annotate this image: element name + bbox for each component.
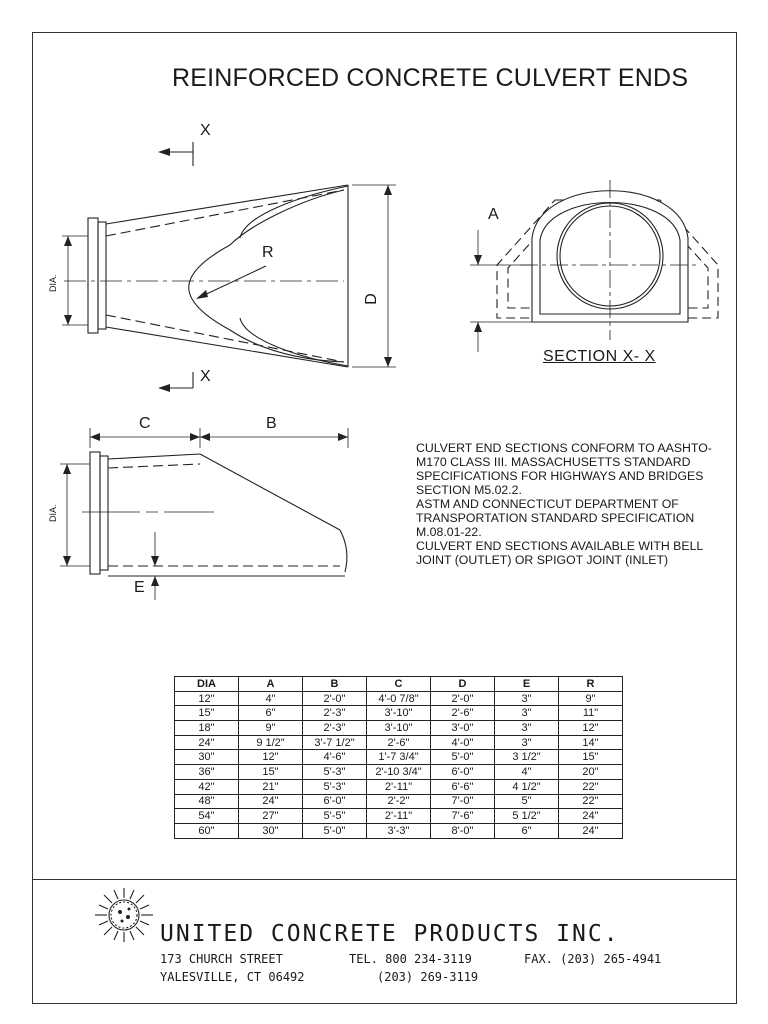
header-r: R (559, 677, 623, 692)
table-row (175, 691, 623, 706)
cell: 36" (175, 765, 239, 780)
cell: 6'-6" (431, 779, 495, 794)
cell: 8'-0" (431, 823, 495, 838)
cell: 4'-0 7/8" (367, 691, 431, 706)
e-dimension-label: E (134, 579, 145, 596)
cell: 12" (175, 691, 239, 706)
note-line: TRANSPORTATION STANDARD SPECIFICATION (416, 511, 695, 525)
cell: 54" (175, 809, 239, 824)
section-mark-x-bottom: X (200, 368, 211, 385)
note-line: SPECIFICATIONS FOR HIGHWAYS AND BRIDGES (416, 469, 704, 483)
cell: 48" (175, 794, 239, 809)
cell: 12" (239, 750, 303, 765)
cell: 3" (495, 735, 559, 750)
table-row (175, 721, 623, 736)
cell: 2'-11" (367, 809, 431, 824)
table-row (175, 794, 623, 809)
note-line: M170 CLASS III. MASSACHUSETTS STANDARD (416, 455, 691, 469)
note-line: CULVERT END SECTIONS AVAILABLE WITH BELL (416, 539, 704, 553)
cell: 7'-0" (431, 794, 495, 809)
cell: 24" (559, 809, 623, 824)
cell: 2'-10 3/4" (367, 765, 431, 780)
cell: 60" (175, 823, 239, 838)
dia-label-plan: DIA. (48, 274, 58, 292)
cell: 14" (559, 735, 623, 750)
section-mark-x-top: X (200, 122, 211, 139)
note-line: M.08.01-22. (416, 525, 482, 539)
cell: 22" (559, 779, 623, 794)
cell: 9" (559, 691, 623, 706)
cell: 6'-0" (303, 794, 367, 809)
header-b: B (303, 677, 367, 692)
cell: 42" (175, 779, 239, 794)
cell: 3 1/2" (495, 750, 559, 765)
table-row (175, 706, 623, 721)
cell: 5 1/2" (495, 809, 559, 824)
cell: 9" (239, 721, 303, 736)
header-dia: DIA (175, 677, 239, 692)
cell: 3'-7 1/2" (303, 735, 367, 750)
cell: 20" (559, 765, 623, 780)
cell: 3" (495, 721, 559, 736)
header-a: A (239, 677, 303, 692)
cell: 3" (495, 706, 559, 721)
cell: 6" (495, 823, 559, 838)
phone-number-local: (203) 269-3119 (377, 970, 479, 984)
cell: 12" (559, 721, 623, 736)
address-street: 173 CHURCH STREET (160, 952, 283, 966)
cell: 4 1/2" (495, 779, 559, 794)
cell: 3'-10" (367, 721, 431, 736)
table-row (175, 809, 623, 824)
cell: 2'-11" (367, 779, 431, 794)
cell: 30" (175, 750, 239, 765)
header-e: E (495, 677, 559, 692)
cell: 3'-10" (367, 706, 431, 721)
company-name: UNITED CONCRETE PRODUCTS INC. (160, 921, 620, 947)
cell: 2'-6" (431, 706, 495, 721)
cell: 5'-0" (431, 750, 495, 765)
table-row (175, 750, 623, 765)
note-line: JOINT (OUTLET) OR SPIGOT JOINT (INLET) (416, 553, 669, 567)
cell: 1'-7 3/4" (367, 750, 431, 765)
address-city: YALESVILLE, CT 06492 (160, 970, 305, 984)
cell: 5" (495, 794, 559, 809)
cell: 24" (559, 823, 623, 838)
table-row (175, 735, 623, 750)
cell: 4" (495, 765, 559, 780)
plan-view-drawing (62, 142, 396, 392)
table-row (175, 765, 623, 780)
note-line: SECTION M5.02.2. (416, 483, 522, 497)
a-dimension-label: A (488, 206, 499, 223)
cell: 3'-0" (431, 721, 495, 736)
section-title: SECTION X- X (543, 348, 656, 365)
table-row (175, 823, 623, 838)
cell: 24" (239, 794, 303, 809)
cell: 4'-6" (303, 750, 367, 765)
elevation-view-drawing (60, 428, 348, 600)
cell: 6" (239, 706, 303, 721)
radius-label: R (262, 244, 274, 261)
note-line: CULVERT END SECTIONS CONFORM TO AASHTO- (416, 441, 712, 455)
cell: 27" (239, 809, 303, 824)
cell: 24" (175, 735, 239, 750)
cell: 2'-6" (367, 735, 431, 750)
note-line: ASTM AND CONNECTICUT DEPARTMENT OF (416, 497, 679, 511)
sunburst-logo-icon (95, 888, 153, 942)
table-header-row (175, 677, 623, 692)
cell: 15" (559, 750, 623, 765)
cell: 2'-0" (431, 691, 495, 706)
c-dimension-label: C (139, 415, 151, 432)
cell: 15" (239, 765, 303, 780)
header-d: D (431, 677, 495, 692)
cell: 6'-0" (431, 765, 495, 780)
cell: 5'-3" (303, 765, 367, 780)
cell: 11" (559, 706, 623, 721)
phone-number: TEL. 800 234-3119 (349, 952, 472, 966)
header-c: C (367, 677, 431, 692)
page-title: REINFORCED CONCRETE CULVERT ENDS (172, 64, 689, 92)
d-dimension-label: D (362, 293, 380, 305)
cell: 5'-5" (303, 809, 367, 824)
fax-number: FAX. (203) 265-4941 (524, 952, 662, 966)
b-dimension-label: B (266, 415, 277, 432)
cell: 30" (239, 823, 303, 838)
dimension-table (174, 676, 623, 839)
cell: 3'-3" (367, 823, 431, 838)
cell: 22" (559, 794, 623, 809)
dia-label-elevation: DIA. (48, 504, 58, 522)
cell: 7'-6" (431, 809, 495, 824)
cell: 21" (239, 779, 303, 794)
cell: 9 1/2" (239, 735, 303, 750)
specification-notes (416, 441, 726, 567)
table-row (175, 779, 623, 794)
cell: 2'-3" (303, 706, 367, 721)
cell: 4" (239, 691, 303, 706)
cell: 4'-0" (431, 735, 495, 750)
cell: 15" (175, 706, 239, 721)
cell: 2'-3" (303, 721, 367, 736)
cell: 2'-0" (303, 691, 367, 706)
cell: 2'-2" (367, 794, 431, 809)
cell: 3" (495, 691, 559, 706)
cell: 18" (175, 721, 239, 736)
cell: 5'-3" (303, 779, 367, 794)
cell: 5'-0" (303, 823, 367, 838)
section-view-drawing (470, 180, 718, 352)
